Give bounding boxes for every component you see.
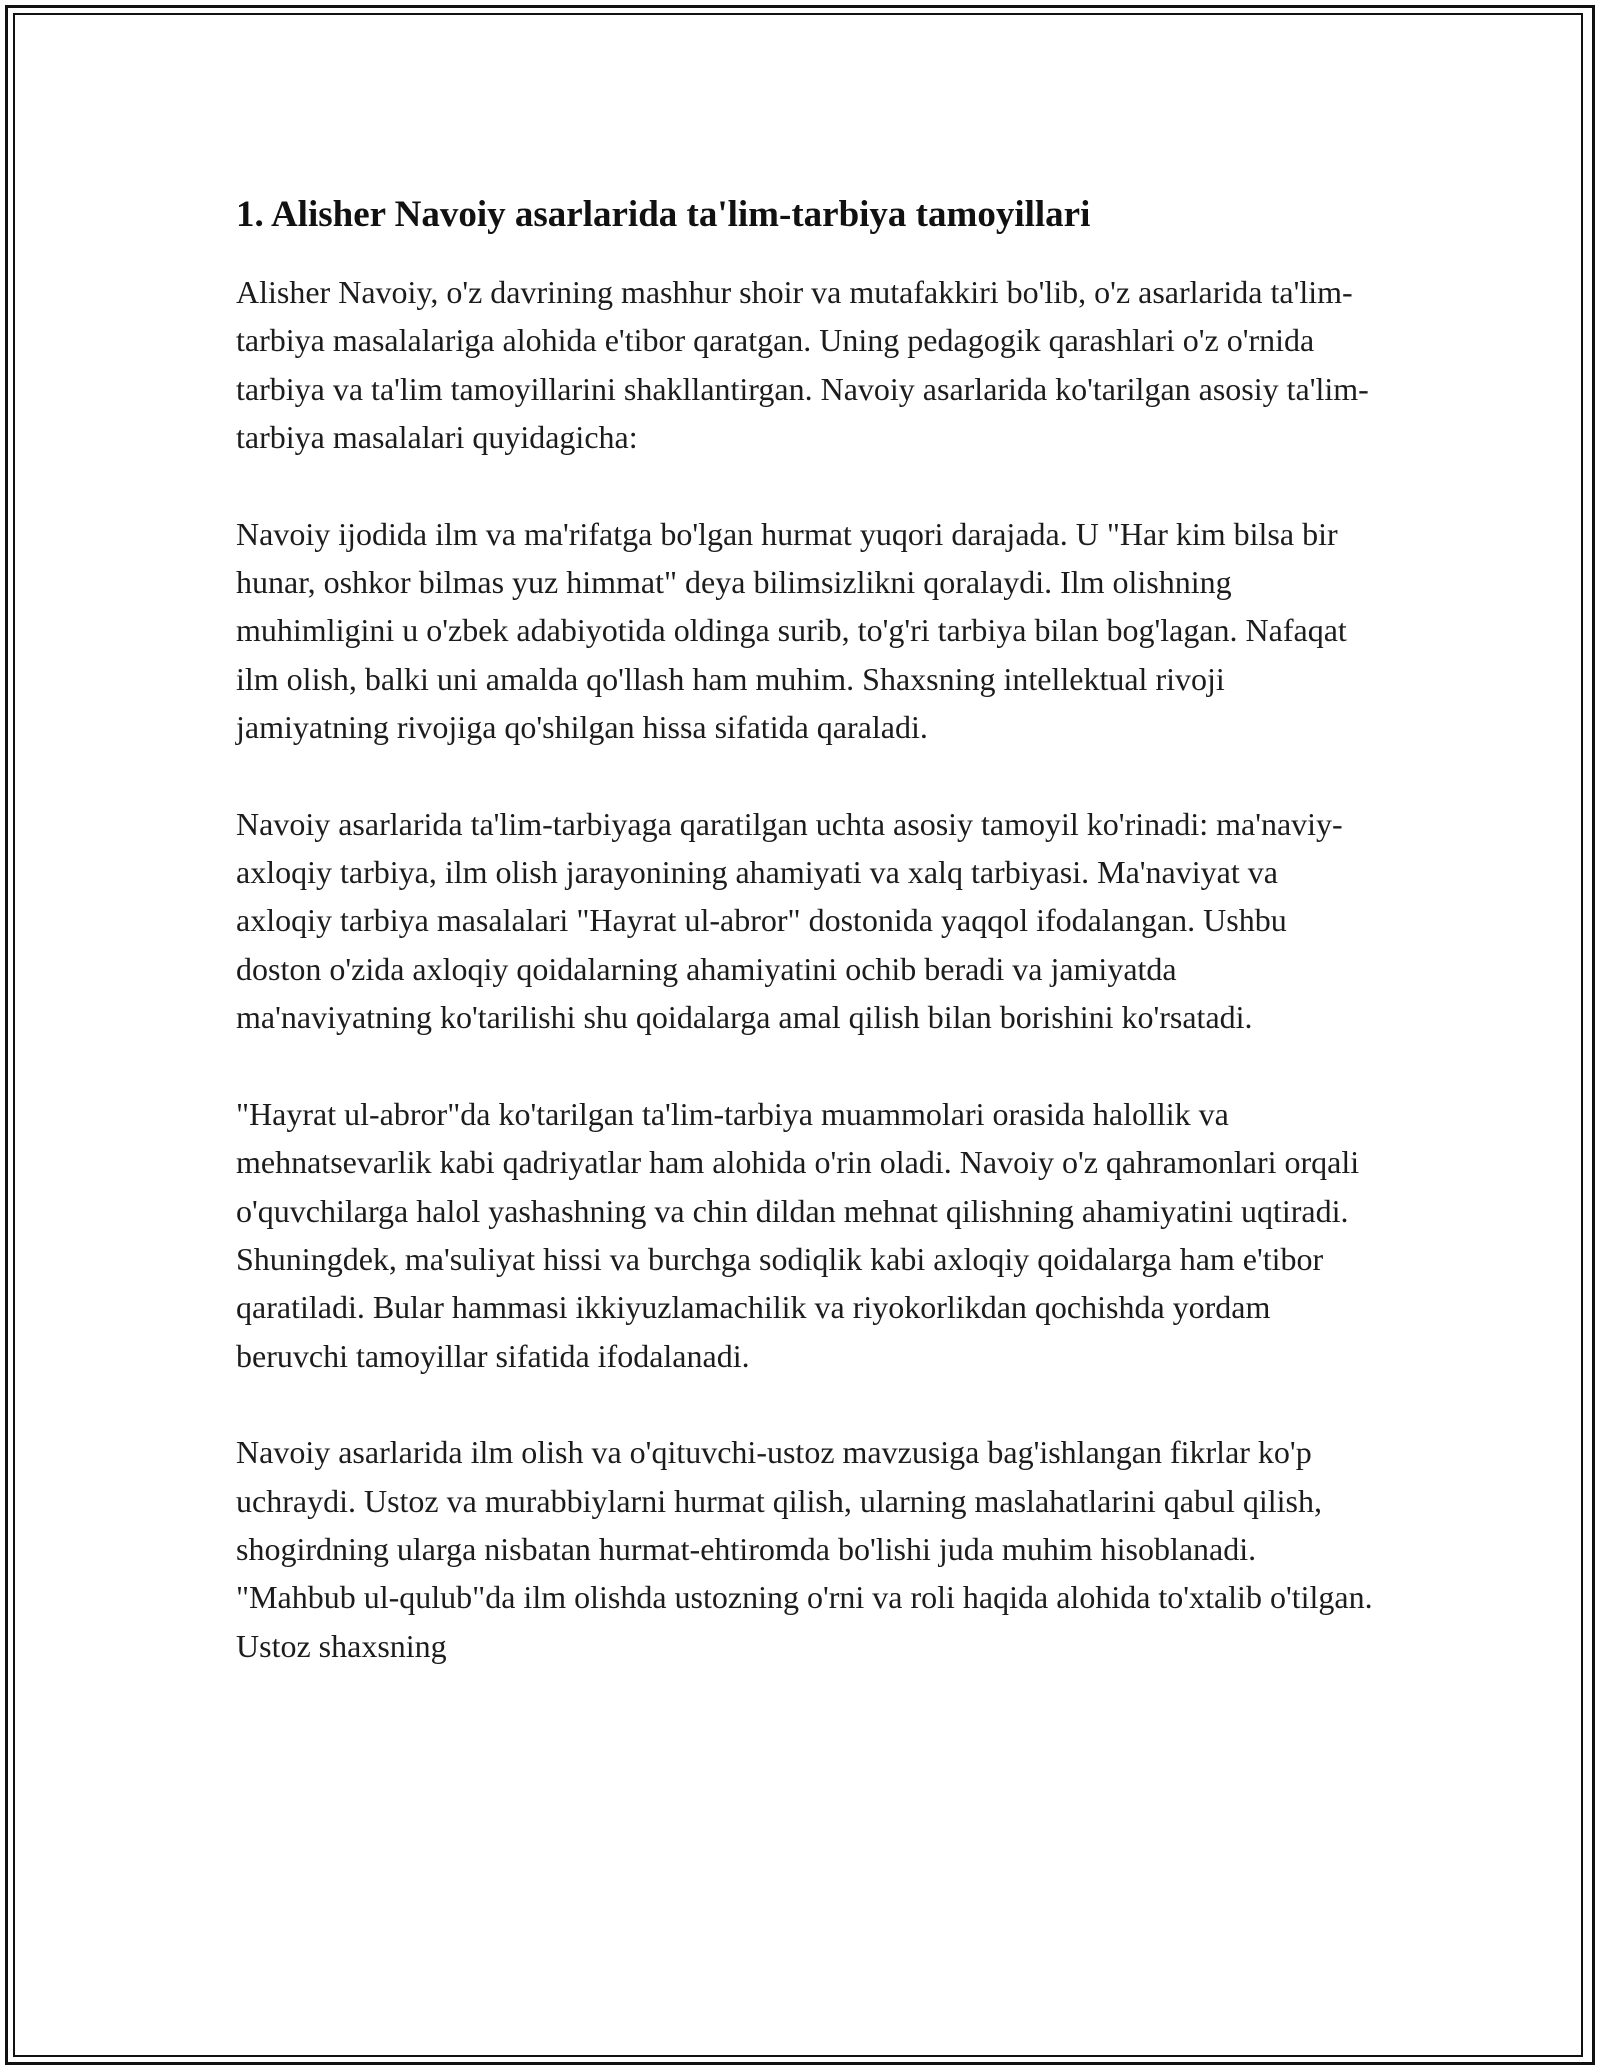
paragraph-knowledge: Navoiy ijodida ilm va ma'rifatga bo'lgan hurmat yuqori darajada. U "Har kim bilsa bir hunar, oshkor bilmas yuz himmat" deya bilimsizlikni qoralaydi. Ilm olishning muhimligini u o'zbek adabiyotida oldinga surib, to'g'ri tarbiya bilan bog'lagan. Nafaqat ilm olish, balki uni amalda qo'llash ham muhim. Shaxsning intellektual rivoji jamiyatning rivojiga qo'shilgan hissa sifatida qaraladi. [236,515,1347,746]
page-title: 1. Alisher Navoiy asarlarida ta'lim-tarbiya tamoyillari [236,194,1091,235]
paragraph-intro: Alisher Navoiy, o'z davrining mashhur shoir va mutafakkiri bo'lib, o'z asarlarida ta'lim-tarbiya masalalariga alohida e'tibor qaratgan. Uning pedagogik qarashlari o'z o'rnida tarbiya va ta'lim tamoyillarini shakllantirgan. Navoiy asarlarida ko'tarilgan asosiy ta'lim-tarbiya masalalari quyidagicha: [236,274,1369,456]
paragraph-principles: Navoiy asarlarida ta'lim-tarbiyaga qaratilgan uchta asosiy tamoyil ko'rinadi: ma'naviy-axloqiy tarbiya, ilm olish jarayonining ahamiyati va xalq tarbiyasi. Ma'naviyat va axloqiy tarbiya masalalari "Hayrat ul-abror" dostonida yaqqol ifodalangan. Ushbu doston o'zida axloqiy qoidalarning ahamiyatini ochib beradi va jamiyatda ma'naviyatning ko'tarilishi shu qoidalarga amal qilish bilan borishini ko'rsatadi. [236,805,1343,1036]
document-body [236,186,1376,1718]
paragraph-values: "Hayrat ul-abror"da ko'tarilgan ta'lim-tarbiya muammolari orasida halollik va mehnatsevarlik kabi qadriyatlar ham alohida o'rin oladi. Navoiy o'z qahramonlari orqali o'quvchilarga halol yashashning va chin dildan mehnat qilishning ahamiyatini uqtiradi. Shuningdek, ma'suliyat hissi va burchga sodiqlik kabi axloqiy qoidalarga ham e'tibor qaratiladi. Bular hammasi ikkiyuzlamachilik va riyokorlikdan qochishda yordam beruvchi tamoyillar sifatida ifodalanadi. [236,1095,1360,1374]
paragraph-teacher: Navoiy asarlarida ilm olish va o'qituvchi-ustoz mavzusiga bag'ishlangan fikrlar ko'p uchraydi. Ustoz va murabbiylarni hurmat qilish, ularning maslahatlarini qabul qilish, shogirdning ularga nisbatan hurmat-ehtiromda bo'lishi juda muhim hisoblanadi. "Mahbub ul-qulub"da ilm olishda ustozning o'rni va roli haqida alohida to'xtalib o'tilgan. Ustoz shaxsning [236,1434,1373,1664]
